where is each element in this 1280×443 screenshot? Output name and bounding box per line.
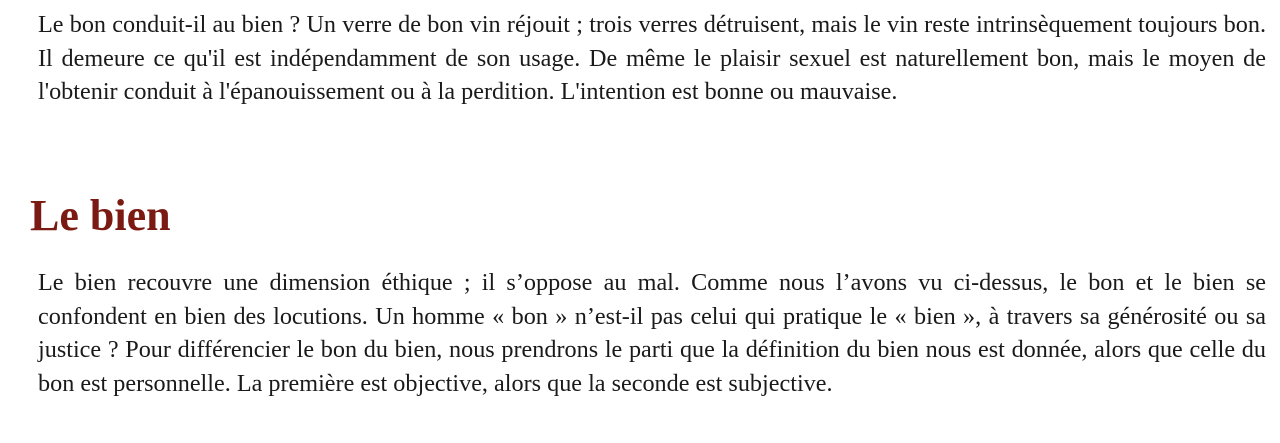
section-heading: Le bien [30, 191, 171, 240]
paragraph-le-bien: Le bien recouvre une dimension éthique ; il s’oppose au mal. Comme nous l’avons vu ci-dessus, le bon et le bien se confondent en bien des locutions. Un homme « bon » n’est-il pas celui qui pratique le « bien », à travers sa générosité ou sa justice ? Pour différencier le bon du bien, nous prendrons le parti que la définition du bien nous est donnée, alors que celle du bon est personnelle. La première est objective, alors que la seconde est subjective. [38, 269, 1266, 397]
paragraph-intro: Le bon conduit-il au bien ? Un verre de bon vin réjouit ; trois verres détruisent, mais le vin reste intrinsèquement toujours bon. Il demeure ce qu'il est indépendamment de son usage. De même le plaisir sexuel est naturellement bon, mais le moyen de l'obtenir conduit à l'épanouissement ou à la perdition. L'intention est bonne ou mauvaise. [38, 11, 1266, 105]
document-page [30, 8, 1266, 397]
